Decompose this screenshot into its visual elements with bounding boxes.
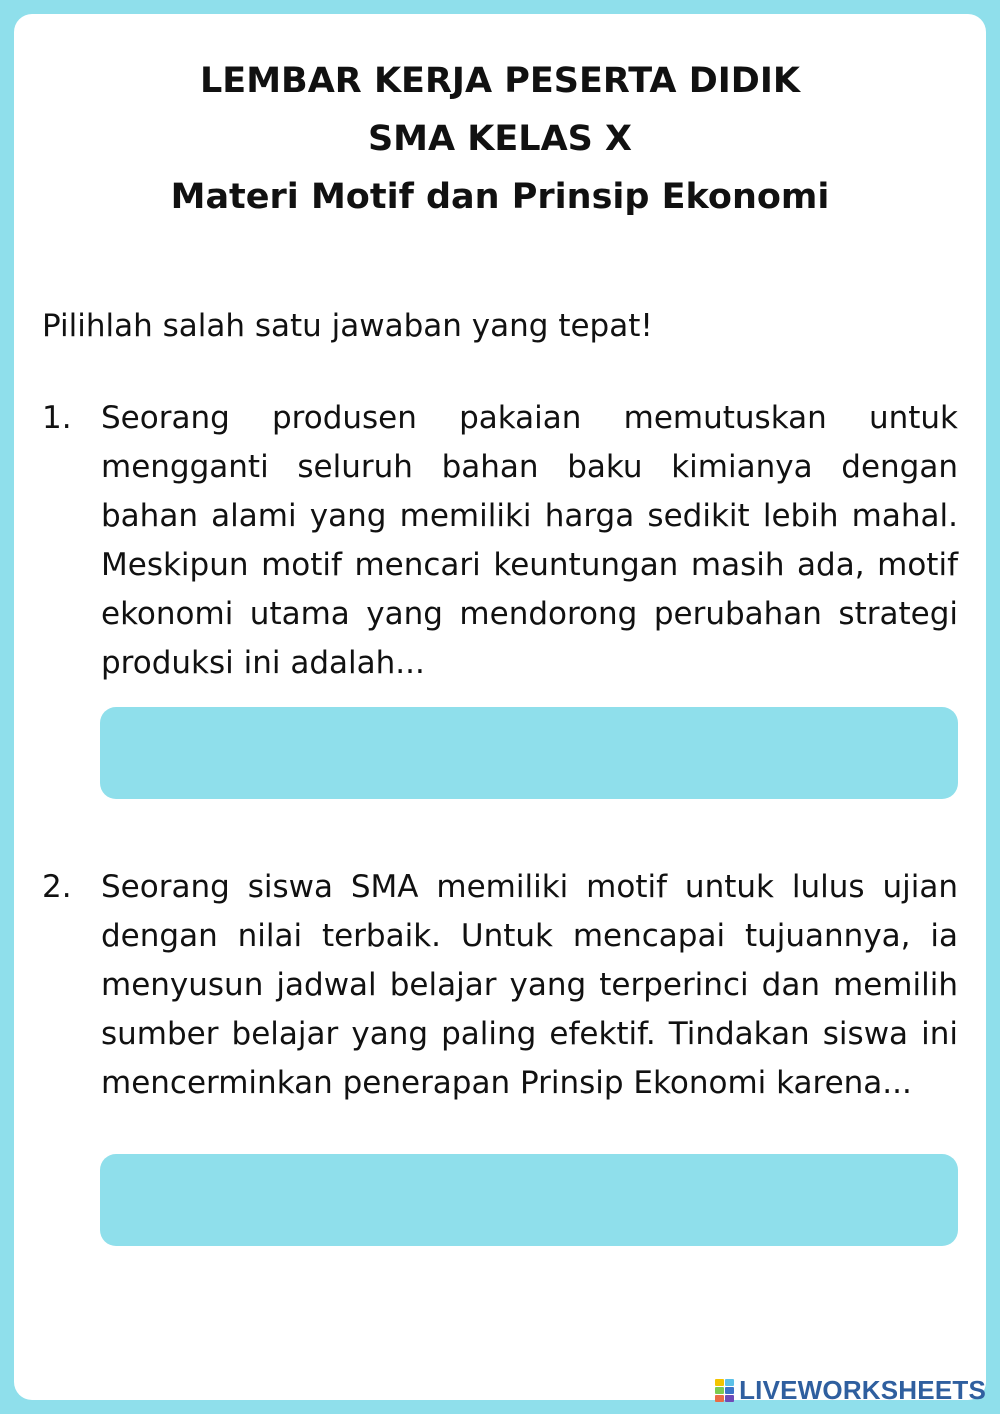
question-1-number: 1.: [42, 400, 72, 436]
answer-dropzone-2[interactable]: [100, 1154, 958, 1246]
answer-dropzone-1[interactable]: [100, 707, 958, 799]
instruction-text: Pilihlah salah satu jawaban yang tepat!: [42, 308, 653, 344]
header-title-line-1: LEMBAR KERJA PESERTA DIDIK: [200, 61, 800, 101]
header-title-line-3: Materi Motif dan Prinsip Ekonomi: [170, 177, 830, 217]
liveworksheets-logo-text: LIVEWORKSHEETS: [739, 1375, 986, 1405]
question-1-text: Seorang produsen pakaian memutuskan untuk mengganti seluruh bahan baku kimianya dengan bahan alami yang memiliki harga sedikit lebih mahal. Meskipun motif mencari keuntungan masih ada, motif ekonomi utama yang mendorong perubahan strategi produksi ini adalah...: [101, 400, 958, 681]
liveworksheets-logo: [715, 1375, 986, 1406]
header-title-line-2: SMA KELAS X: [367, 119, 633, 159]
question-2-text: Seorang siswa SMA memiliki motif untuk lulus ujian dengan nilai terbaik. Untuk mencapai tujuannya, ia menyusun jadwal belajar yang terperinci dan memilih sumber belajar yang paling efektif. Tindakan siswa ini mencerminkan penerapan Prinsip Ekonomi karena...: [101, 869, 958, 1101]
worksheet-header: [0, 52, 1000, 226]
question-2-number: 2.: [42, 869, 72, 905]
liveworksheets-grid-icon: [715, 1379, 735, 1403]
